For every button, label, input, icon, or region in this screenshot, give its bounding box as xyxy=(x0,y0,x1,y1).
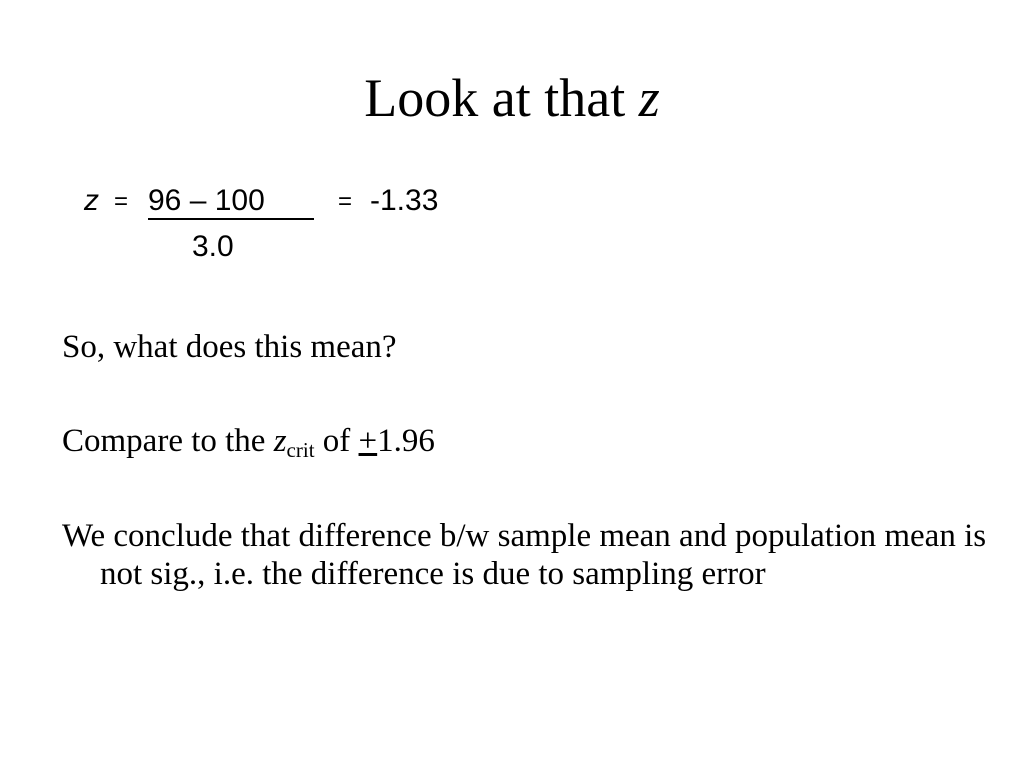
formula-result: -1.33 xyxy=(370,184,439,217)
formula-equals-sign: = xyxy=(114,188,129,215)
question-paragraph: So, what does this mean? xyxy=(62,329,397,365)
compare-prefix: Compare to the xyxy=(62,423,266,459)
compare-subscript: crit xyxy=(286,438,315,462)
compare-variable: z xyxy=(273,423,287,459)
title-variable: z xyxy=(638,68,660,128)
formula-denominator: 3.0 xyxy=(192,230,234,263)
slide-title xyxy=(0,66,1024,130)
compare-paragraph xyxy=(62,422,435,469)
formula-result-equals-sign: = xyxy=(338,188,353,215)
compare-plus-minus: + xyxy=(358,423,378,459)
formula-lhs: z xyxy=(84,184,99,217)
formula-numerator: 96 – 100 xyxy=(148,184,265,217)
compare-value: 1.96 xyxy=(377,423,435,459)
title-text: Look at that xyxy=(364,68,626,128)
compare-middle: of xyxy=(322,423,351,459)
fraction-bar xyxy=(148,218,314,220)
conclusion-paragraph: We conclude that difference b/w sample mean and population mean is not sig., i.e. the difference is due to sampling error xyxy=(62,518,987,592)
z-score-formula xyxy=(84,178,504,278)
